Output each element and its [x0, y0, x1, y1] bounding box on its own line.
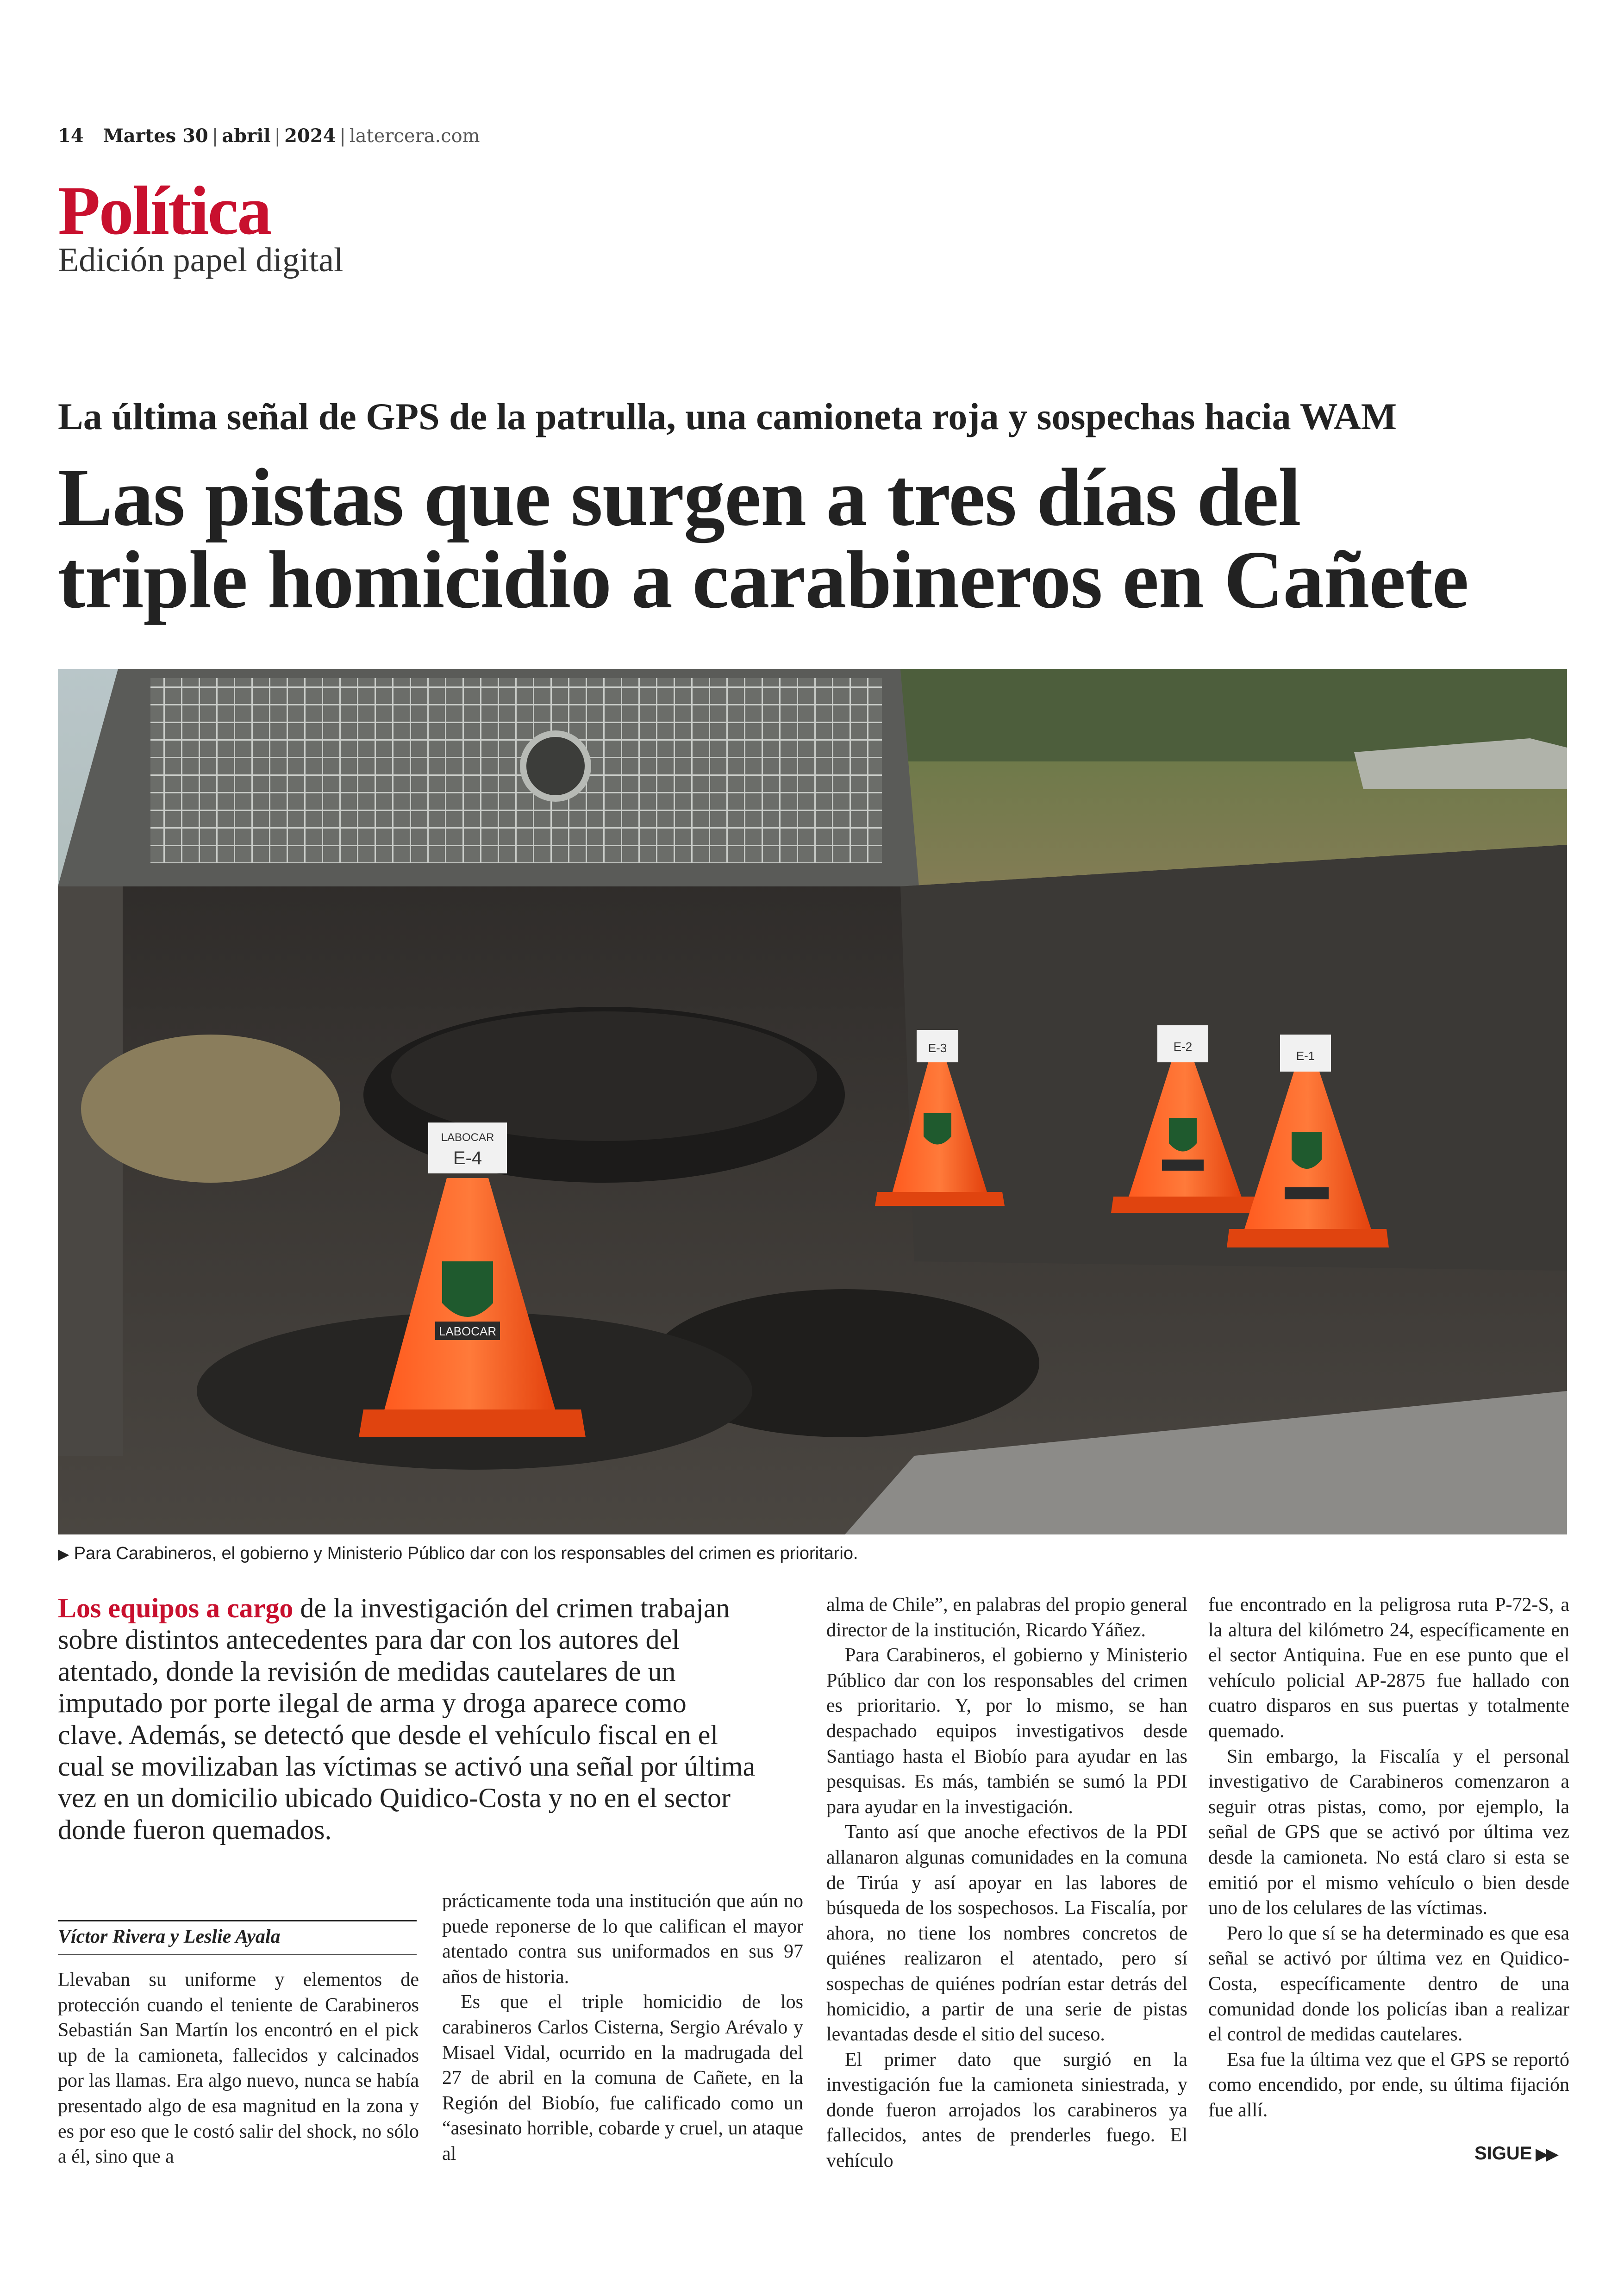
- caption-arrow-icon: ▶: [58, 1546, 69, 1562]
- folio: 14 Martes 30 | abril | 2024 | latercera.com: [58, 125, 480, 147]
- paragraph: prácticamente toda una institución que aún no puede reponerse de lo que califican el mayor atentado contra sus uniformados en sus 97 años de historia.: [442, 1890, 803, 1988]
- section-title: Política: [58, 172, 271, 249]
- month: abril: [222, 125, 271, 147]
- paragraph: Llevaban su uniforme y elementos de protección cuando el teniente de Carabineros Sebastián San Martín los encontró en el pick up de la camioneta, fallecidos y calcinados por las llamas. Era algo nuevo, nunca se había presentado algo de esa magnitud en la zona y es por eso que le costó salir del shock, no sólo a él, sino que a: [58, 1969, 419, 2168]
- headline-line-1: Las pistas que surgen a tres días del: [58, 451, 1301, 543]
- kicker: La última señal de GPS de la patrulla, una camioneta roja y sospechas hacia WAM: [58, 395, 1397, 437]
- body-column-3: [826, 1592, 1187, 2174]
- caption-text: Para Carabineros, el gobierno y Ministerio Público dar con los responsables del crimen es prioritario.: [74, 1544, 858, 1563]
- cone-band-e4: LABOCAR: [438, 1324, 497, 1338]
- cone-tag-e1: E-1: [1296, 1049, 1315, 1063]
- edition-label: Edición papel digital: [58, 241, 344, 279]
- paragraph: Para Carabineros, el gobierno y Ministerio Público dar con los responsables del crimen es prioritario. Y, por lo mismo, se han despachado equipos investigativos desde Santiago hasta el Biobío para ayudar en las pesquisas. Es más, también se sumó la PDI para ayudar en la investigación.: [826, 1645, 1187, 1818]
- body-column-2: [442, 1889, 803, 2167]
- article-photo: [58, 669, 1567, 1534]
- continue-arrow-icon: ▶▶: [1536, 2145, 1556, 2163]
- continue-label: SIGUE: [1474, 2143, 1532, 2164]
- site-link[interactable]: latercera.com: [349, 125, 480, 147]
- paragraph: Es que el triple homicidio de los carabineros Carlos Cisterna, Sergio Arévalo y Misael Vidal, ocurrido en la madrugada del 27 de abril en la comuna de Cañete, en la Región del Biobío, fue calificado como un “asesinato horrible, cobarde y cruel, un ataque al: [442, 1991, 803, 2164]
- photo-caption: [58, 1544, 858, 1564]
- byline-rule-bottom: [58, 1954, 417, 1955]
- body-column-4: [1208, 1592, 1569, 2123]
- paragraph: Esa fue la última vez que el GPS se reportó como encendido, por ende, su última fijación fue allí.: [1208, 2049, 1569, 2121]
- paragraph: Tanto así que anoche efectivos de la PDI allanaron algunas comunidades en la comuna de Tirúa y así apoyar en las labores de búsqueda de los sospechosos. La Fiscalía, por ahora, no tiene los nombres concretos de quiénes realizaron el atentado, pero sí sospechas de quiénes podrían estar detrás del homicidio, a partir de una serie de pistas levantadas desde el sitio del suceso.: [826, 1821, 1187, 2046]
- paragraph: fue encontrado en la peligrosa ruta P-72-S, a la altura del kilómetro 24, específicamente en el sector Antiquina. Fue en ese punto que el vehículo policial AP-2875 fue hallado con cuatro disparos en sus puertas y totalmente quemado.: [1208, 1594, 1569, 1742]
- paragraph: alma de Chile”, en palabras del propio general director de la institución, Ricardo Yáñez.: [826, 1594, 1187, 1641]
- headline-line-2: triple homicidio a carabineros en Cañete: [58, 534, 1468, 625]
- cone-tag-e3: E-3: [928, 1041, 947, 1055]
- continue-link[interactable]: [1474, 2143, 1556, 2164]
- cone-tag-e2: E-2: [1173, 1040, 1193, 1054]
- lede: [58, 1592, 757, 1846]
- date: Martes 30: [103, 125, 208, 147]
- lede-lead-in: Los equipos a cargo: [58, 1593, 294, 1623]
- byline-rule-top: [58, 1920, 417, 1921]
- year: 2024: [284, 125, 336, 147]
- paragraph: Sin embargo, la Fiscalía y el personal investigativo de Carabineros comenzaron a seguir otras pistas, como, por ejemplo, la señal de GPS que se activó por última vez desde la camioneta. No está claro si esta se emitió por el mismo vehículo o bien desde uno de los celulares de las víctimas.: [1208, 1746, 1569, 1919]
- headline: [58, 451, 1586, 625]
- paragraph: Pero lo que sí se ha determinado es que esa señal se activó por última vez en Quidico-Costa, específicamente dentro de una comunidad donde los policías iban a realizar el control de medidas cautelares.: [1208, 1922, 1569, 2046]
- cone-tag-e4-top: LABOCAR: [441, 1131, 494, 1144]
- paragraph: El primer dato que surgió en la investigación fue la camioneta siniestrada, y donde fueron arrojados los carabineros ya fallecidos, antes de prenderles fuego. El vehículo: [826, 2049, 1187, 2172]
- body-column-1: [58, 1967, 419, 2170]
- lede-text: de la investigación del crimen trabajan sobre distintos antecedentes para dar con los autores del atentado, donde la revisión de medidas cautelares de un imputado por porte ilegal de arma y droga aparece como clave. Además, se detectó que desde el vehículo fiscal en el cual se movilizaban las víctimas se activó una señal por última vez en un domicilio ubicado Quidico-Costa y no en el sector donde fueron quemados.: [58, 1593, 756, 1845]
- cone-tag-e4: E-4: [453, 1148, 482, 1168]
- byline: Víctor Rivera y Leslie Ayala: [58, 1926, 281, 1947]
- page-number: 14: [58, 125, 84, 147]
